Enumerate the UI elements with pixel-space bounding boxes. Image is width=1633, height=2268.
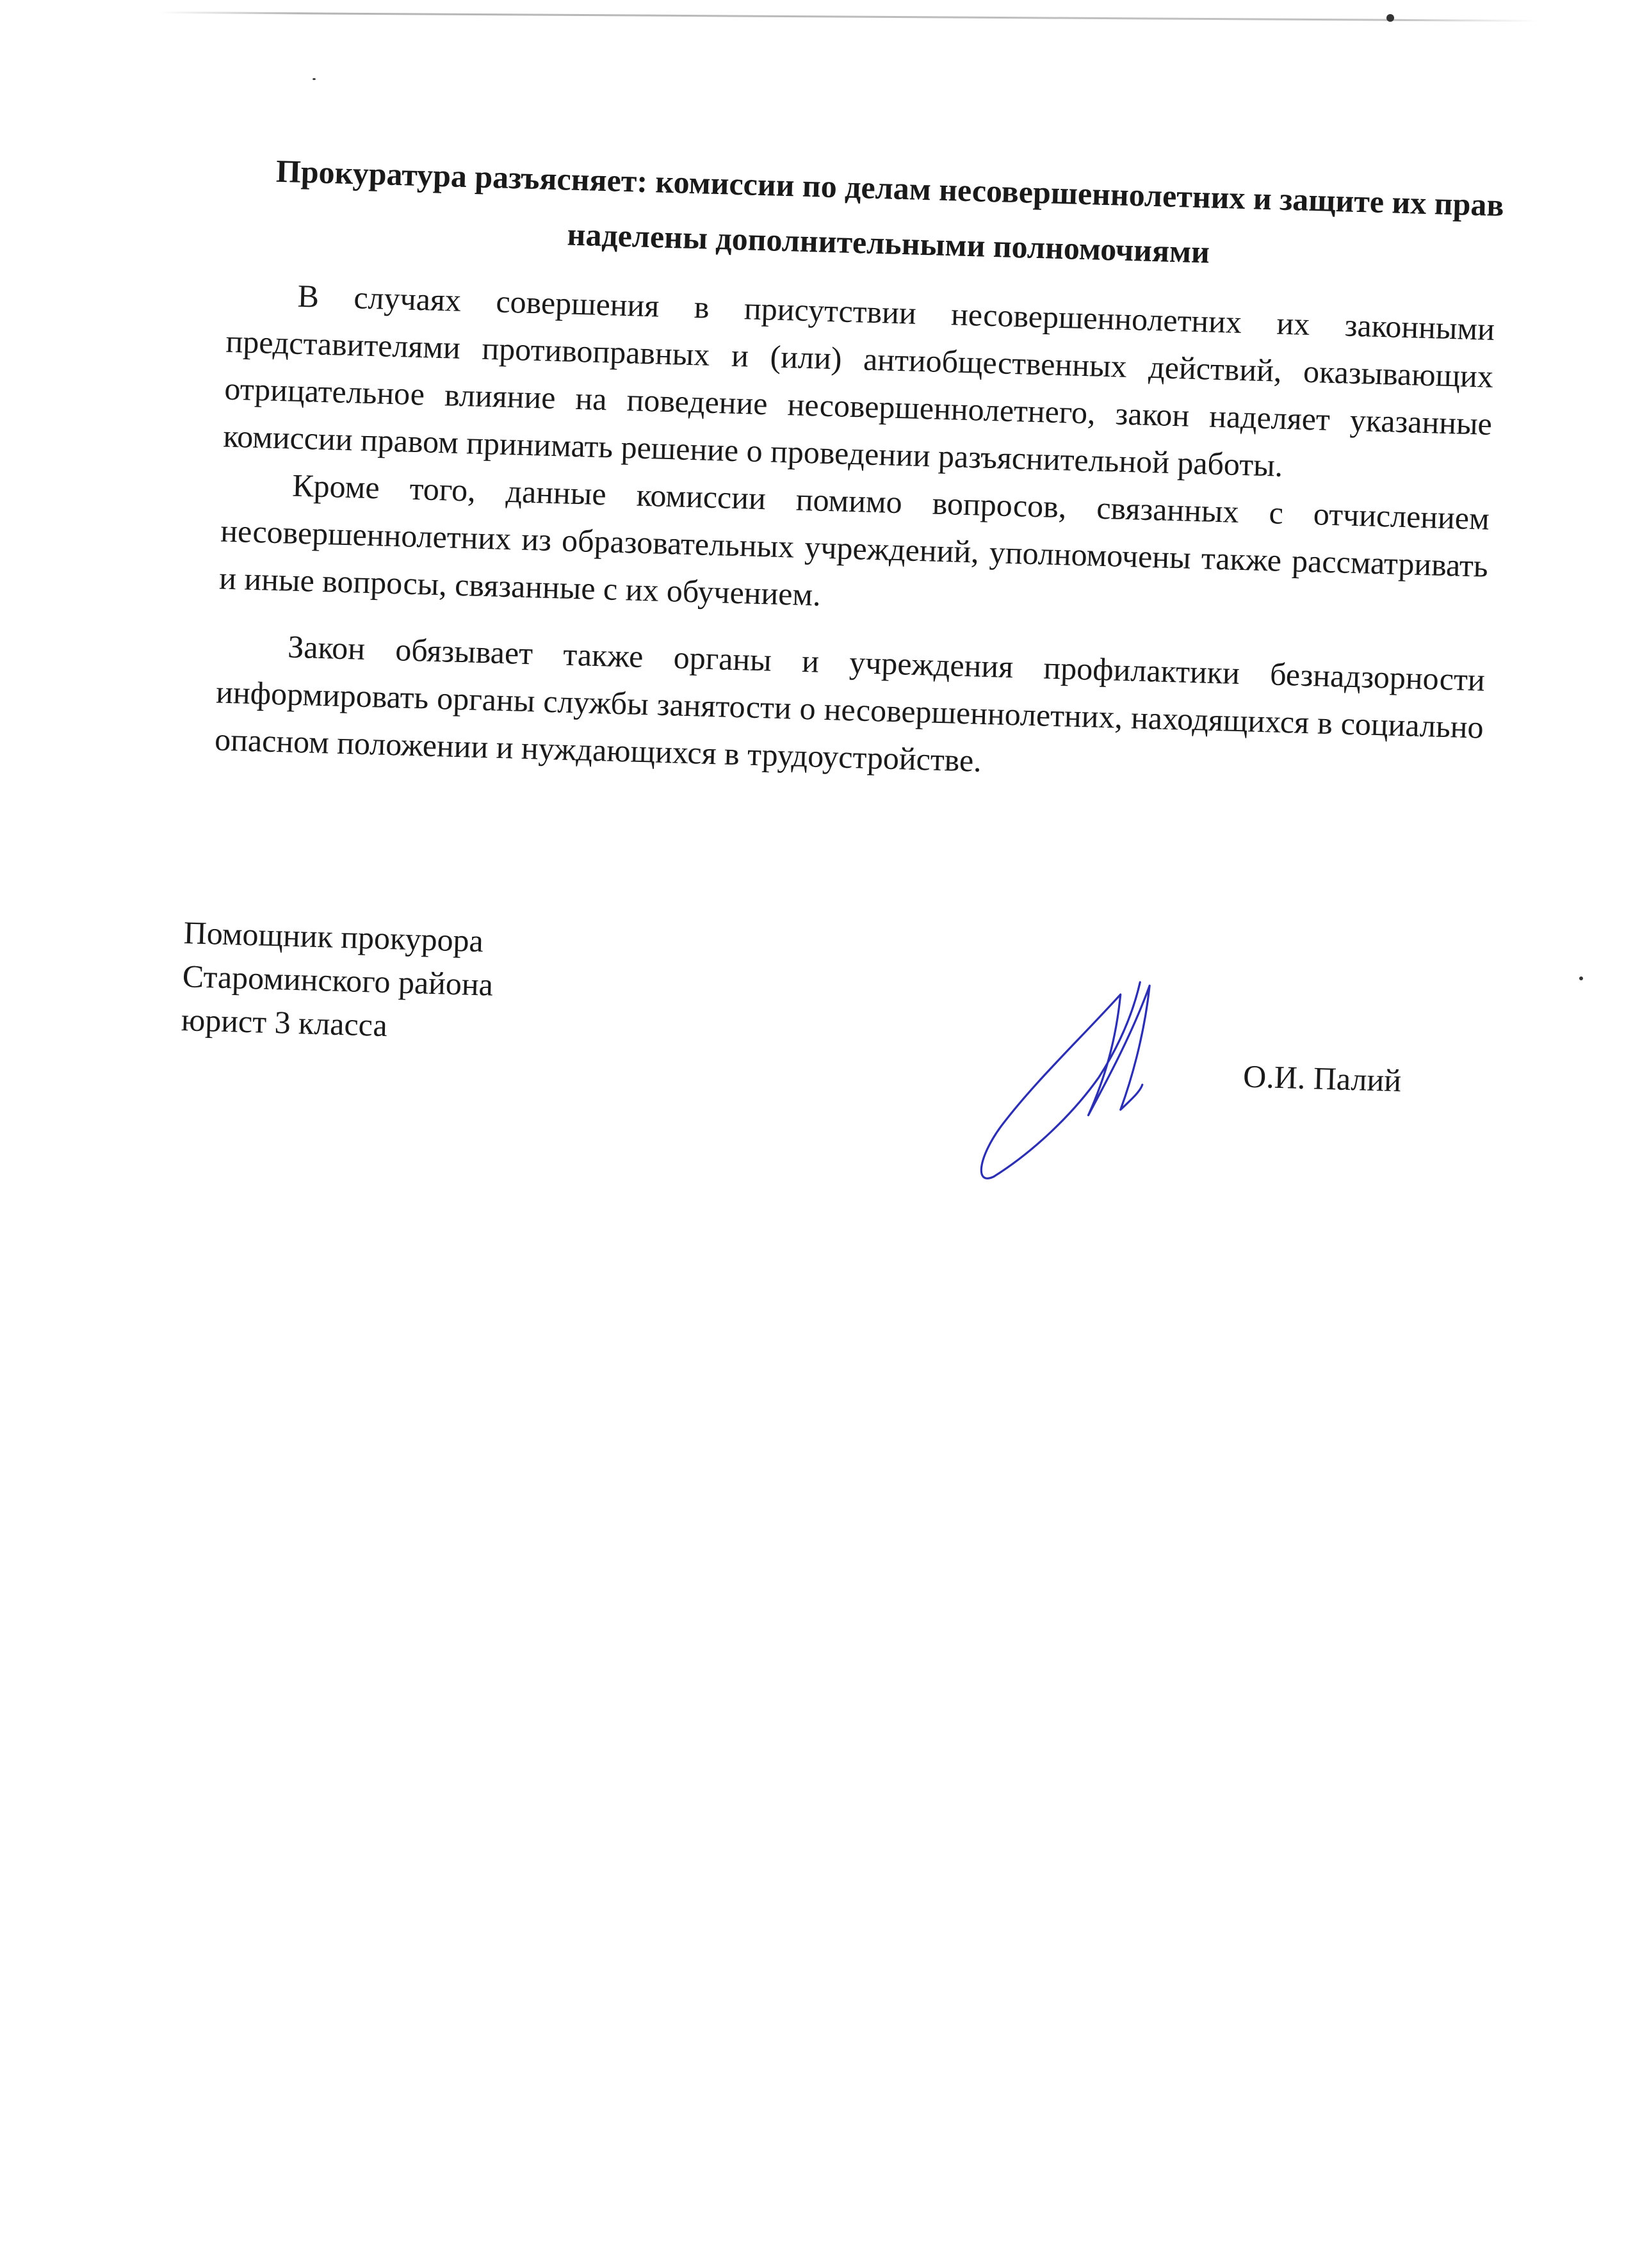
signature-stroke (981, 978, 1150, 1183)
signer-position-line: юрист 3 класса (181, 1001, 388, 1044)
document-title: Прокуратура разъясняет: комиссии по делам несовершеннолетних и защите их прав наделены дополнительными полномочиями (275, 152, 1505, 270)
signer-position-line: Староминского района (182, 958, 494, 1003)
signer-position-line: Помощник прокурора (183, 914, 484, 959)
document-body (214, 270, 1495, 798)
paragraph: Закон обязывает также органы и учреждения профилактики безнадзорности информировать органы службы занятости о несовершеннолетних, находящихся в социально опасном положении и нуждающихся в трудоустройстве. (214, 628, 1486, 779)
handwritten-signature (974, 965, 1185, 1188)
paragraph: В случаях совершения в присутствии несовершеннолетних их законными представителями противоправных и (или) антиобщественных действий, оказывающих отрицательное влияние на поведение несовершеннолетнего, закон наделяет указанные комиссии правом принимать решение о проведении разъяснительной работы. (222, 277, 1495, 483)
signer-position (181, 911, 495, 1049)
paragraph: Кроме того, данные комиссии помимо вопросов, связанных с отчислением несовершеннолетних из образовательных учреждений, уполномочены также рассматривать и иные вопросы, связанные с их обучением. (218, 467, 1490, 613)
signer-name: О.И. Палий (1242, 1058, 1402, 1099)
